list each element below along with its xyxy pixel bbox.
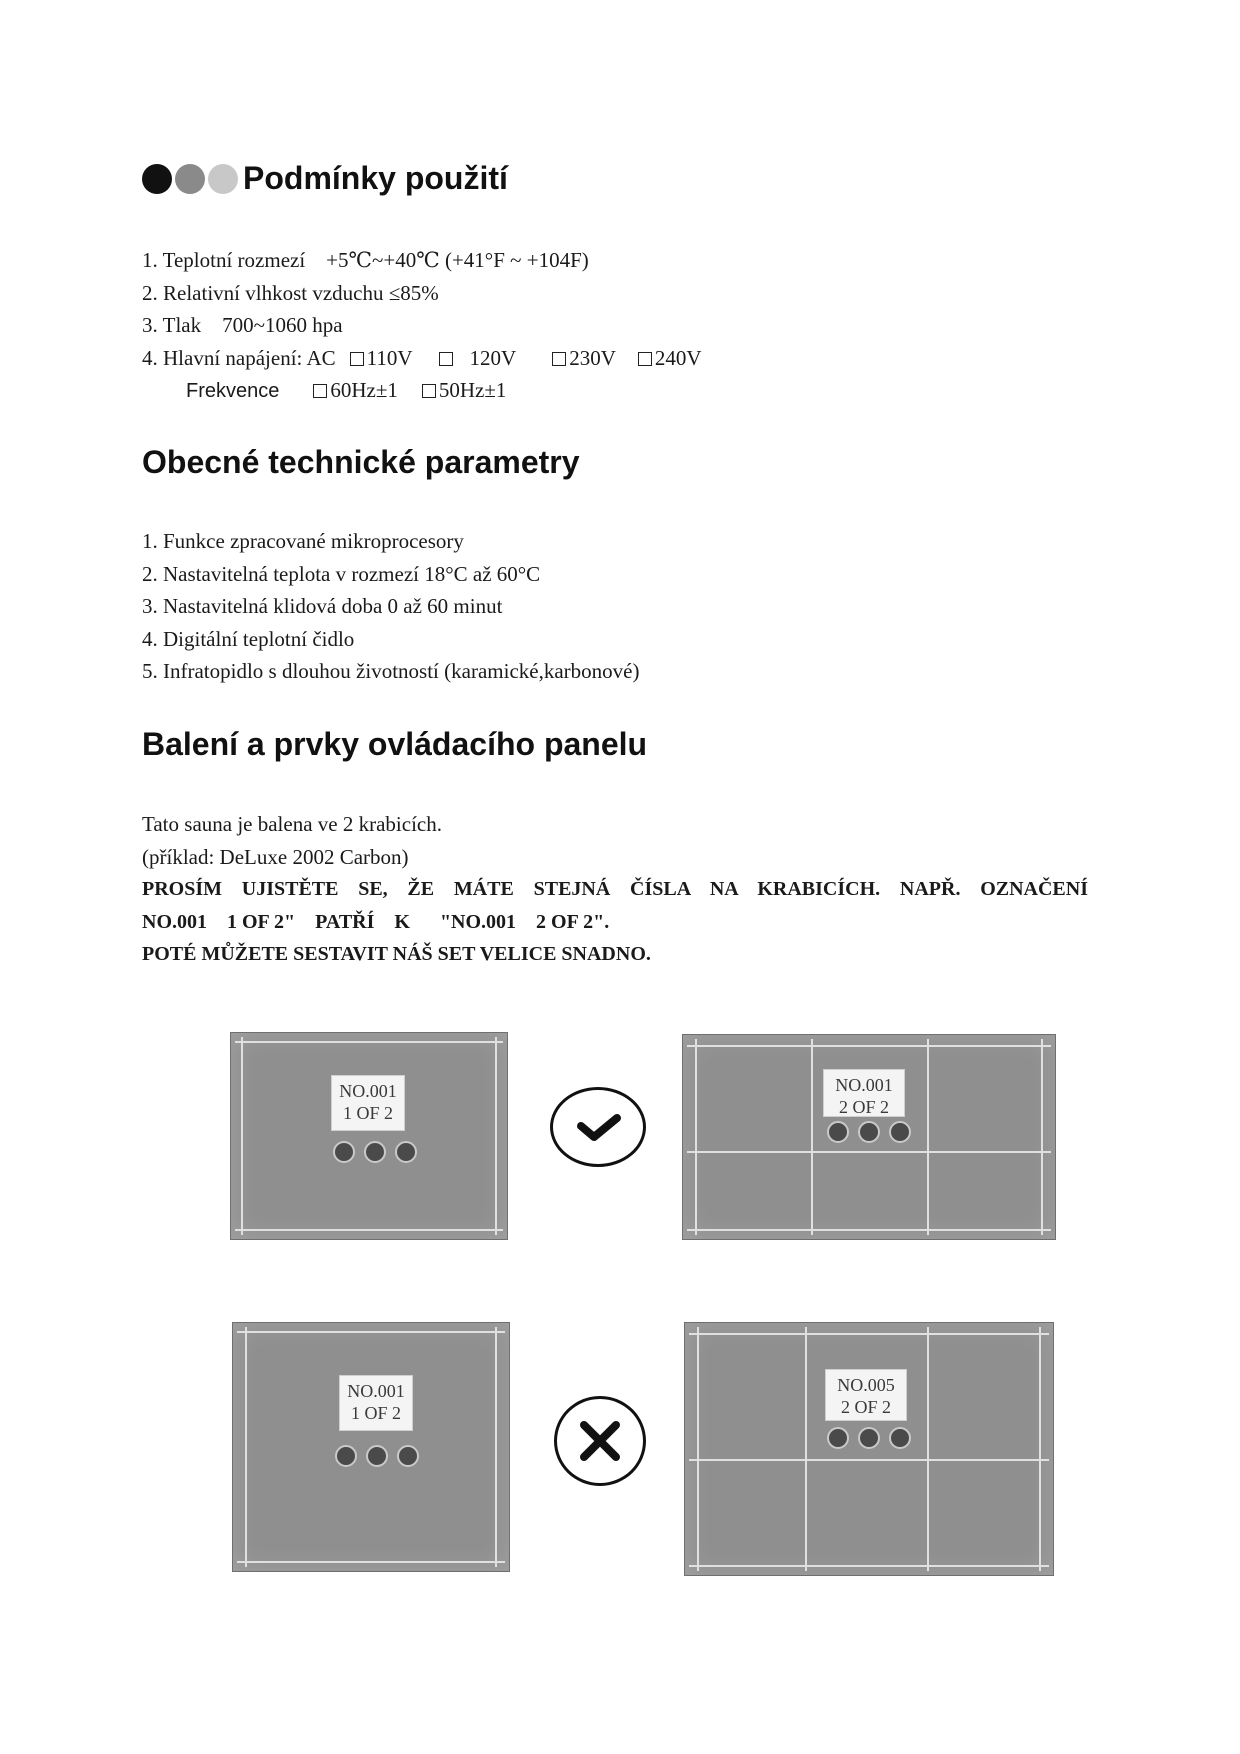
list-item: 3. Tlak 700~1060 hpa xyxy=(142,313,343,337)
box-illustration xyxy=(682,1034,1056,1240)
power-option: 110V xyxy=(366,345,413,370)
knob-icon xyxy=(858,1427,880,1449)
knob-icon xyxy=(858,1121,880,1143)
box-number: NO.001 xyxy=(835,1075,893,1095)
warning-text: PROSÍM UJISTĚTE SE, ŽE MÁTE STEJNÁ ČÍSLA NA KRABICÍCH. NAPŘ. OZNAČENÍ xyxy=(142,878,1088,900)
checkbox-icon[interactable] xyxy=(350,352,364,366)
box-number: NO.005 xyxy=(837,1375,895,1395)
bullet-dot-icon xyxy=(208,164,238,194)
box-part: 1 OF 2 xyxy=(350,1403,401,1423)
knob-icon xyxy=(333,1141,355,1163)
intro-text: Tato sauna je balena ve 2 krabicích. xyxy=(142,812,442,836)
box-label xyxy=(339,1375,413,1431)
section-heading-conditions xyxy=(142,160,508,197)
packaging-text xyxy=(142,808,1088,971)
checkbox-icon[interactable] xyxy=(638,352,652,366)
technical-list xyxy=(142,525,639,688)
box-illustration xyxy=(684,1322,1054,1576)
page-title: Podmínky použití xyxy=(243,160,508,196)
example-text: (příklad: DeLuxe 2002 Carbon) xyxy=(142,844,409,869)
control-knobs xyxy=(333,1141,417,1163)
bullet-dot-icon xyxy=(142,164,172,194)
frequency-row xyxy=(142,374,702,407)
box-illustration xyxy=(232,1322,510,1572)
checkbox-icon[interactable] xyxy=(313,384,327,398)
cross-icon xyxy=(554,1396,646,1486)
box-part: 1 OF 2 xyxy=(342,1103,393,1123)
section-heading-packaging: Balení a prvky ovládacího panelu xyxy=(142,726,648,762)
box-part: 2 OF 2 xyxy=(838,1097,889,1117)
list-item: 3. Nastavitelná klidová doba 0 až 60 minut xyxy=(142,594,503,618)
section-heading-technical: Obecné technické parametry xyxy=(142,444,580,480)
knob-icon xyxy=(827,1427,849,1449)
power-supply-row xyxy=(142,342,702,375)
box-illustration xyxy=(230,1032,508,1240)
list-item: 1. Teplotní rozmezí +5℃~+40℃ (+41°F ~ +104F) xyxy=(142,248,589,272)
warning-text: POTÉ MŮŽETE SESTAVIT NÁŠ SET VELICE SNADNO. xyxy=(142,943,651,965)
conditions-list xyxy=(142,244,702,407)
checkbox-icon[interactable] xyxy=(552,352,566,366)
frequency-label: Frekvence xyxy=(186,380,280,402)
bullet-dot-icon xyxy=(175,164,205,194)
box-number: NO.001 xyxy=(347,1381,405,1401)
box-part: 2 OF 2 xyxy=(840,1397,891,1417)
list-item: 1. Funkce zpracované mikroprocesory xyxy=(142,529,464,553)
box-number: NO.001 xyxy=(339,1081,397,1101)
list-item: 2. Nastavitelná teplota v rozmezí 18°C až 60°C xyxy=(142,561,541,586)
power-option: 240V xyxy=(654,345,702,370)
knob-icon xyxy=(366,1445,388,1467)
checkbox-icon[interactable] xyxy=(439,352,453,366)
control-knobs xyxy=(335,1445,419,1467)
power-option: 230V xyxy=(569,345,616,370)
checkbox-icon[interactable] xyxy=(422,384,436,398)
box-label xyxy=(825,1369,907,1421)
warning-text: NO.001 1 OF 2" PATŘÍ K "NO.001 2 OF 2". xyxy=(142,910,610,933)
list-item: 2. Relativní vlhkost vzduchu ≤85% xyxy=(142,280,439,305)
box-label xyxy=(823,1069,905,1117)
control-knobs xyxy=(827,1121,911,1143)
knob-icon xyxy=(335,1445,357,1467)
control-knobs xyxy=(827,1427,911,1449)
list-item: 4. Digitální teplotní čidlo xyxy=(142,626,355,651)
knob-icon xyxy=(395,1141,417,1163)
knob-icon xyxy=(889,1427,911,1449)
check-icon xyxy=(550,1087,646,1167)
list-item: 5. Infratopidlo s dlouhou životností (karamické,karbonové) xyxy=(142,659,640,683)
frequency-option: 50Hz±1 xyxy=(438,378,507,402)
power-option: 120V xyxy=(469,345,517,370)
frequency-option: 60Hz±1 xyxy=(330,378,398,402)
power-label: 4. Hlavní napájení: AC xyxy=(142,345,336,370)
knob-icon xyxy=(889,1121,911,1143)
knob-icon xyxy=(397,1445,419,1467)
knob-icon xyxy=(364,1141,386,1163)
box-label xyxy=(331,1075,405,1131)
knob-icon xyxy=(827,1121,849,1143)
